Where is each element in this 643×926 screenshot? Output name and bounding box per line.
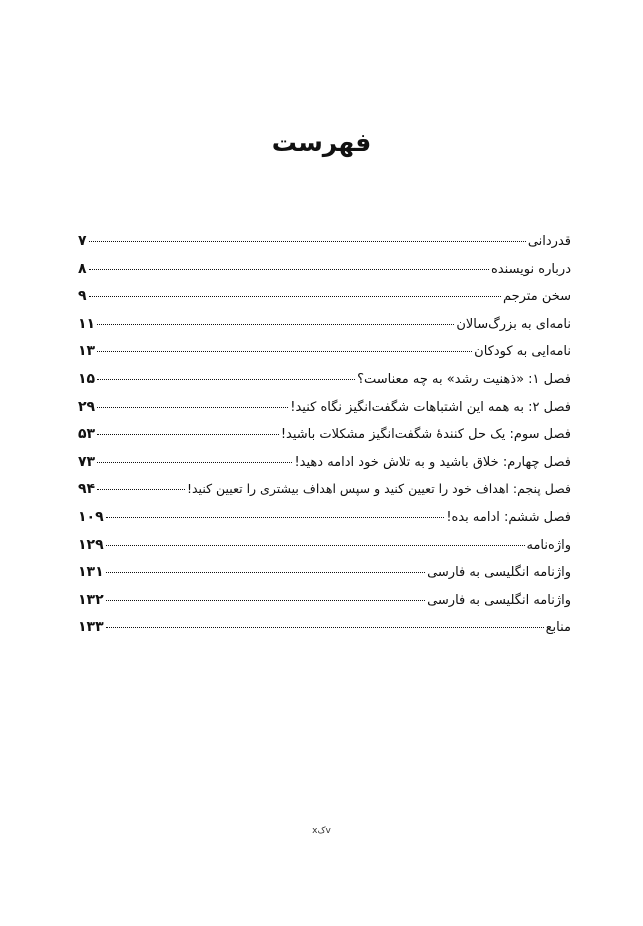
toc-entry bbox=[78, 454, 571, 482]
dot-leader bbox=[97, 489, 185, 490]
toc-entry-label: فصل ۱: «ذهنیت رشد» به چه معناست؟ bbox=[357, 371, 571, 387]
toc-entry bbox=[78, 592, 571, 620]
dot-leader bbox=[106, 545, 525, 546]
toc-entry-label: درباره نویسنده bbox=[491, 261, 571, 277]
dot-leader bbox=[97, 434, 279, 435]
dot-leader bbox=[97, 462, 292, 463]
toc-entry bbox=[78, 426, 571, 454]
dot-leader bbox=[89, 296, 501, 297]
toc-entry-label: واژنامه انگلیسی به فارسی bbox=[427, 592, 571, 608]
toc-entry bbox=[78, 371, 571, 399]
toc-entry-label: فصل ششم: ادامه بده! bbox=[446, 509, 571, 525]
dot-leader bbox=[97, 379, 355, 380]
dot-leader bbox=[97, 324, 454, 325]
dot-leader bbox=[97, 351, 472, 352]
toc-entry-label: واژنامه انگلیسی به فارسی bbox=[427, 565, 571, 581]
toc-entry-label: فصل چهارم: خلاق باشید و به تلاش خود ادامه دهید! bbox=[294, 454, 571, 470]
toc-entry-page: ۱۲۹ bbox=[78, 536, 104, 553]
toc-entry bbox=[78, 233, 571, 261]
toc-entry bbox=[78, 261, 571, 289]
toc-entry bbox=[78, 481, 571, 509]
toc-entry-label: منابع bbox=[545, 620, 571, 636]
toc-entry bbox=[78, 316, 571, 344]
toc-entry-page: ۲۹ bbox=[78, 398, 96, 415]
toc-entry bbox=[78, 343, 571, 371]
dot-leader bbox=[106, 600, 425, 601]
toc-entry-page: ۸ bbox=[78, 260, 87, 277]
toc-entry-label: قدردانی bbox=[527, 234, 571, 249]
toc-entry-label: نامه‌ایی به کودکان bbox=[474, 344, 571, 360]
toc-entry-page: ۱۳۱ bbox=[78, 564, 104, 581]
toc-entry-page: ۹ bbox=[78, 288, 87, 305]
toc-entry-page: ۱۱ bbox=[78, 315, 96, 332]
toc-entry bbox=[78, 537, 571, 565]
dot-leader bbox=[89, 269, 489, 270]
toc-entry-label: سخن مترجم bbox=[502, 289, 571, 305]
toc-entry-label: فصل پنجم: اهداف خود را تعیین کنید و سپس اهداف بیشتری را تعیین کنید! bbox=[186, 481, 571, 497]
toc-entry-page: ۱۰۹ bbox=[78, 508, 104, 525]
toc-entry-page: ۱۵ bbox=[78, 370, 96, 387]
toc-entry-page: ۷۳ bbox=[78, 453, 96, 470]
toc-entry-label: فصل ۲: به همه این اشتباهات شگفت‌انگیز نگاه کنید! bbox=[290, 399, 571, 415]
toc-entry-page: ۱۳۳ bbox=[78, 619, 104, 636]
toc-entry-page: ۱۳۲ bbox=[78, 591, 104, 608]
toc-entry-page: ۱۳ bbox=[78, 343, 96, 360]
toc-entry-page: ۵۳ bbox=[78, 426, 96, 443]
toc-entry bbox=[78, 619, 571, 647]
toc-entry-page: ۹۴ bbox=[78, 481, 96, 498]
toc-entry bbox=[78, 509, 571, 537]
toc-entry-label: واژه‌نامه bbox=[526, 537, 571, 553]
toc-entry bbox=[78, 564, 571, 592]
toc-entry bbox=[78, 288, 571, 316]
dot-leader bbox=[89, 241, 526, 242]
toc-entry bbox=[78, 399, 571, 427]
table-of-contents bbox=[78, 233, 571, 647]
toc-entry-page: ۷ bbox=[78, 233, 87, 249]
toc-entry-label: نامه‌ای به بزرگ‌سالان bbox=[456, 316, 571, 332]
dot-leader bbox=[106, 627, 544, 628]
dot-leader bbox=[106, 517, 445, 518]
toc-entry-label: فصل سوم: یک حل کنندهٔ شگفت‌انگیز مشکلات باشید! bbox=[280, 427, 571, 443]
dot-leader bbox=[106, 572, 425, 573]
page-number-footer: xکv bbox=[312, 826, 331, 836]
dot-leader bbox=[97, 407, 288, 408]
page-title: فهرست bbox=[271, 128, 372, 157]
